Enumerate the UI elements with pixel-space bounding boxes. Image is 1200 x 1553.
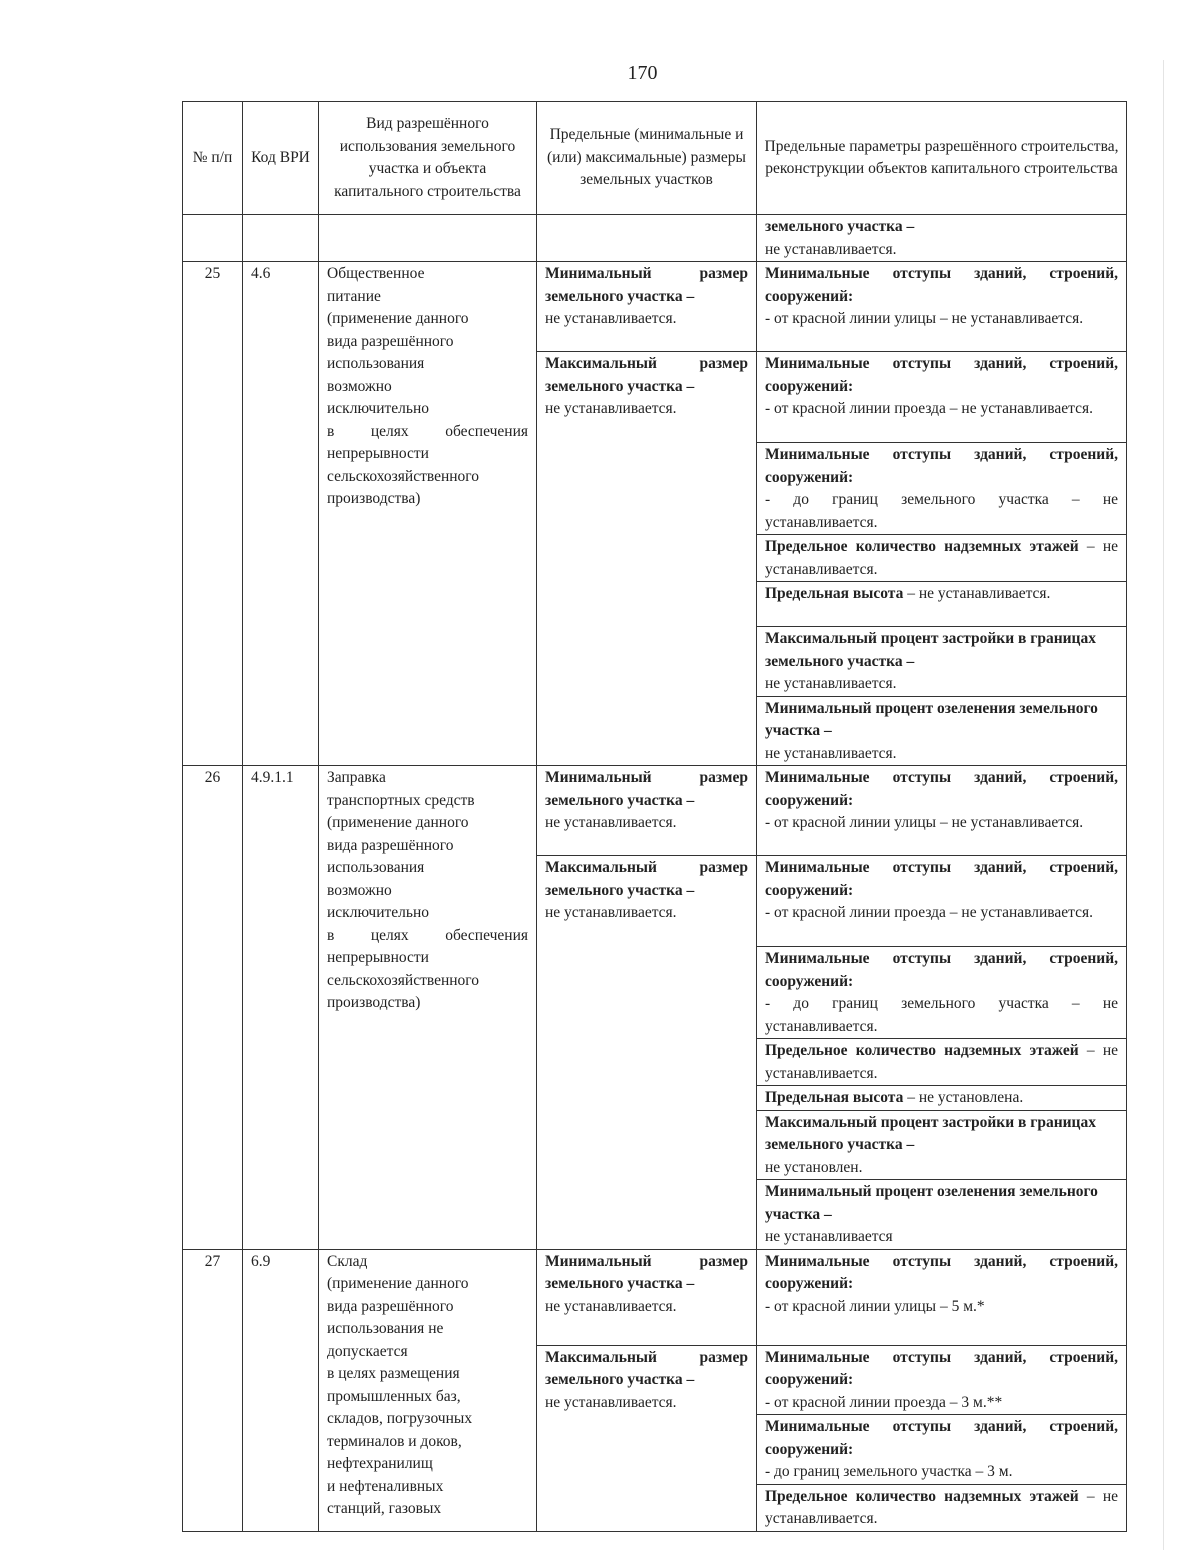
param-bold: Минимальные отступы зданий, строений, сооружений: xyxy=(765,265,1118,305)
name-line: возможно xyxy=(327,377,392,395)
param-cell xyxy=(757,696,1127,766)
param-text: - от красной линии проезда – 3 м.** xyxy=(765,1393,1003,1411)
param-bold: Минимальные отступы зданий, строений, сооружений: xyxy=(765,1252,1118,1292)
size-max-value: не устанавливается. xyxy=(545,904,677,921)
param-cell xyxy=(757,352,1127,443)
name-line: в целях размещения xyxy=(327,1365,460,1382)
name-line: (применение данного xyxy=(327,1275,469,1292)
name-line: использования xyxy=(327,355,425,372)
param-cell xyxy=(757,856,1127,947)
row-code: 6.9 xyxy=(243,1249,319,1531)
param-text: - от красной линии улицы – 5 м.* xyxy=(765,1297,985,1315)
param-text: - от красной линии улицы – не устанавливается. xyxy=(765,814,1084,831)
size-min-cell xyxy=(537,766,757,856)
name-line: вида разрешённого xyxy=(327,332,454,350)
size-max-cell xyxy=(537,352,757,766)
name-line: питание xyxy=(327,287,381,305)
param-text: – не устанавливается. xyxy=(903,585,1051,602)
name-line: Общественное xyxy=(327,265,425,282)
size-min-title: Минимальный размер земельного участка – xyxy=(545,769,748,809)
name-line: использования xyxy=(327,859,425,876)
param-bold: Минимальный процент озеленения земельного участка – xyxy=(765,699,1098,739)
size-min-value: не устанавливается. xyxy=(545,1297,677,1315)
param-cell xyxy=(757,443,1127,535)
param-cell xyxy=(757,1345,1127,1415)
size-min-title: Минимальный размер земельного участка – xyxy=(545,265,748,305)
name-line: возможно xyxy=(327,881,392,899)
row-use-name xyxy=(319,766,537,1250)
table-header-row xyxy=(183,102,1127,215)
param-text: - от красной линии проезда – не устанавливается. xyxy=(765,400,1093,417)
size-max-title: Максимальный размер земельного участка – xyxy=(545,355,748,395)
page-number: 170 xyxy=(627,62,658,84)
param-bold: Предельная высота xyxy=(765,585,904,602)
name-line: вида разрешённого xyxy=(327,1297,454,1315)
param-cell xyxy=(757,1086,1127,1111)
name-line: терминалов и доков, xyxy=(327,1432,462,1450)
param-text: – не устанавливается. xyxy=(765,1487,1118,1527)
size-max-cell xyxy=(537,1345,757,1531)
header-plot-sizes: Предельные (минимальные и (или) максимальные) размеры земельных участков xyxy=(537,102,757,215)
name-line: сельскохозяйственного xyxy=(327,467,480,485)
name-line: исключительно xyxy=(327,400,430,417)
row-number: 26 xyxy=(183,766,243,1250)
param-bold: Минимальные отступы зданий, строений, сооружений: xyxy=(765,859,1118,899)
param-bold: земельного участка – xyxy=(765,218,915,235)
param-text: не установлен. xyxy=(765,1158,863,1176)
row-use-name xyxy=(319,262,537,766)
table-row xyxy=(183,1249,1127,1345)
name-line: транспортных средств xyxy=(327,791,475,809)
param-text: - до границ земельного участка – не устанавливается. xyxy=(765,491,1118,531)
row-code: 4.9.1.1 xyxy=(243,766,319,1250)
param-text: не устанавливается. xyxy=(765,744,897,762)
param-bold: Максимальный процент застройки в границах земельного участка – xyxy=(765,1113,1096,1153)
param-text: не устанавливается. xyxy=(765,240,897,258)
param-bold: Минимальный процент озеленения земельного участка – xyxy=(765,1183,1098,1223)
param-cell xyxy=(757,766,1127,856)
size-max-title: Максимальный размер земельного участка – xyxy=(545,1348,748,1388)
name-line: Склад xyxy=(327,1252,368,1270)
size-min-cell xyxy=(537,1249,757,1345)
param-cell xyxy=(757,262,1127,352)
table-row-continuation xyxy=(183,215,1127,262)
param-cell xyxy=(757,1110,1127,1180)
param-text: - от красной линии проезда – не устанавливается. xyxy=(765,904,1093,921)
param-cell xyxy=(757,582,1127,627)
size-min-value: не устанавливается. xyxy=(545,814,677,831)
size-min-title: Минимальный размер земельного участка – xyxy=(545,1252,748,1292)
param-bold: Максимальный процент застройки в границах земельного участка – xyxy=(765,630,1096,670)
size-max-title: Максимальный размер земельного участка – xyxy=(545,859,748,899)
size-min-cell xyxy=(537,262,757,352)
param-text: - до границ земельного участка – 3 м. xyxy=(765,1463,1013,1480)
param-bold: Минимальные отступы зданий, строений, сооружений: xyxy=(765,769,1118,809)
param-text: – не установлена. xyxy=(903,1089,1024,1106)
param-bold: Минимальные отступы зданий, строений, сооружений: xyxy=(765,950,1118,990)
param-cell xyxy=(757,1180,1127,1250)
param-cell xyxy=(757,947,1127,1039)
name-line: непрерывности xyxy=(327,445,429,462)
row-code: 4.6 xyxy=(243,262,319,766)
name-line: промышленных баз, xyxy=(327,1387,461,1405)
name-line: в целях обеспечения xyxy=(327,926,528,944)
name-line: в целях обеспечения xyxy=(327,422,528,440)
param-text: не устанавливается. xyxy=(765,675,897,692)
regulations-table xyxy=(182,101,1127,1532)
param-bold: Минимальные отступы зданий, строений, сооружений: xyxy=(765,355,1118,395)
name-line: допускается xyxy=(327,1342,408,1360)
param-cell xyxy=(757,1039,1127,1086)
name-line: вида разрешённого xyxy=(327,836,454,854)
name-line: исключительно xyxy=(327,904,430,921)
row-number: 27 xyxy=(183,1249,243,1531)
param-bold: Предельное количество надземных этажей xyxy=(765,1487,1079,1505)
header-number: № п/п xyxy=(183,102,243,215)
name-line: (применение данного xyxy=(327,310,469,327)
row-number: 25 xyxy=(183,262,243,766)
name-line: использования не xyxy=(327,1320,444,1337)
param-text: – не устанавливается. xyxy=(765,538,1118,578)
row-use-name xyxy=(319,1249,537,1531)
param-bold: Минимальные отступы зданий, строений, сооружений: xyxy=(765,1418,1118,1458)
param-text: - до границ земельного участка – не устанавливается. xyxy=(765,995,1118,1035)
param-cell xyxy=(757,1415,1127,1485)
name-line: станций, газовых xyxy=(327,1500,442,1517)
param-text: - от красной линии улицы – не устанавливается. xyxy=(765,310,1084,327)
header-construction-params: Предельные параметры разрешённого строительства, реконструкции объектов капитального строительства xyxy=(757,102,1127,215)
param-text: – не устанавливается. xyxy=(765,1042,1118,1082)
name-line: производства) xyxy=(327,994,421,1011)
param-cell xyxy=(757,215,1127,262)
header-use-type: Вид разрешённого использования земельного участка и объекта капитального строительства xyxy=(319,102,537,215)
param-cell xyxy=(757,1249,1127,1345)
size-min-value: не устанавливается. xyxy=(545,310,677,327)
param-bold: Предельное количество надземных этажей xyxy=(765,538,1079,555)
size-max-value: не устанавливается. xyxy=(545,1393,677,1411)
param-cell xyxy=(757,627,1127,697)
param-cell xyxy=(757,535,1127,582)
param-text: не устанавливается xyxy=(765,1228,893,1245)
table-row xyxy=(183,262,1127,352)
header-code: Код ВРИ xyxy=(243,102,319,215)
name-line: складов, погрузочных xyxy=(327,1410,473,1427)
param-bold: Предельное количество надземных этажей xyxy=(765,1042,1079,1059)
name-line: сельскохозяйственного xyxy=(327,971,480,989)
size-max-cell xyxy=(537,856,757,1250)
size-max-value: не устанавливается. xyxy=(545,400,677,417)
table-row xyxy=(183,766,1127,856)
name-line: производства) xyxy=(327,490,421,507)
name-line: и нефтеналивных xyxy=(327,1477,444,1495)
name-line: непрерывности xyxy=(327,949,429,966)
param-cell xyxy=(757,1484,1127,1531)
param-bold: Минимальные отступы зданий, строений, сооружений: xyxy=(765,446,1118,486)
name-line: нефтехранилищ xyxy=(327,1455,433,1472)
name-line: Заправка xyxy=(327,769,386,786)
param-bold: Предельная высота xyxy=(765,1089,904,1106)
scan-edge xyxy=(1163,60,1164,1550)
name-line: (применение данного xyxy=(327,814,469,831)
param-bold: Минимальные отступы зданий, строений, сооружений: xyxy=(765,1348,1118,1388)
